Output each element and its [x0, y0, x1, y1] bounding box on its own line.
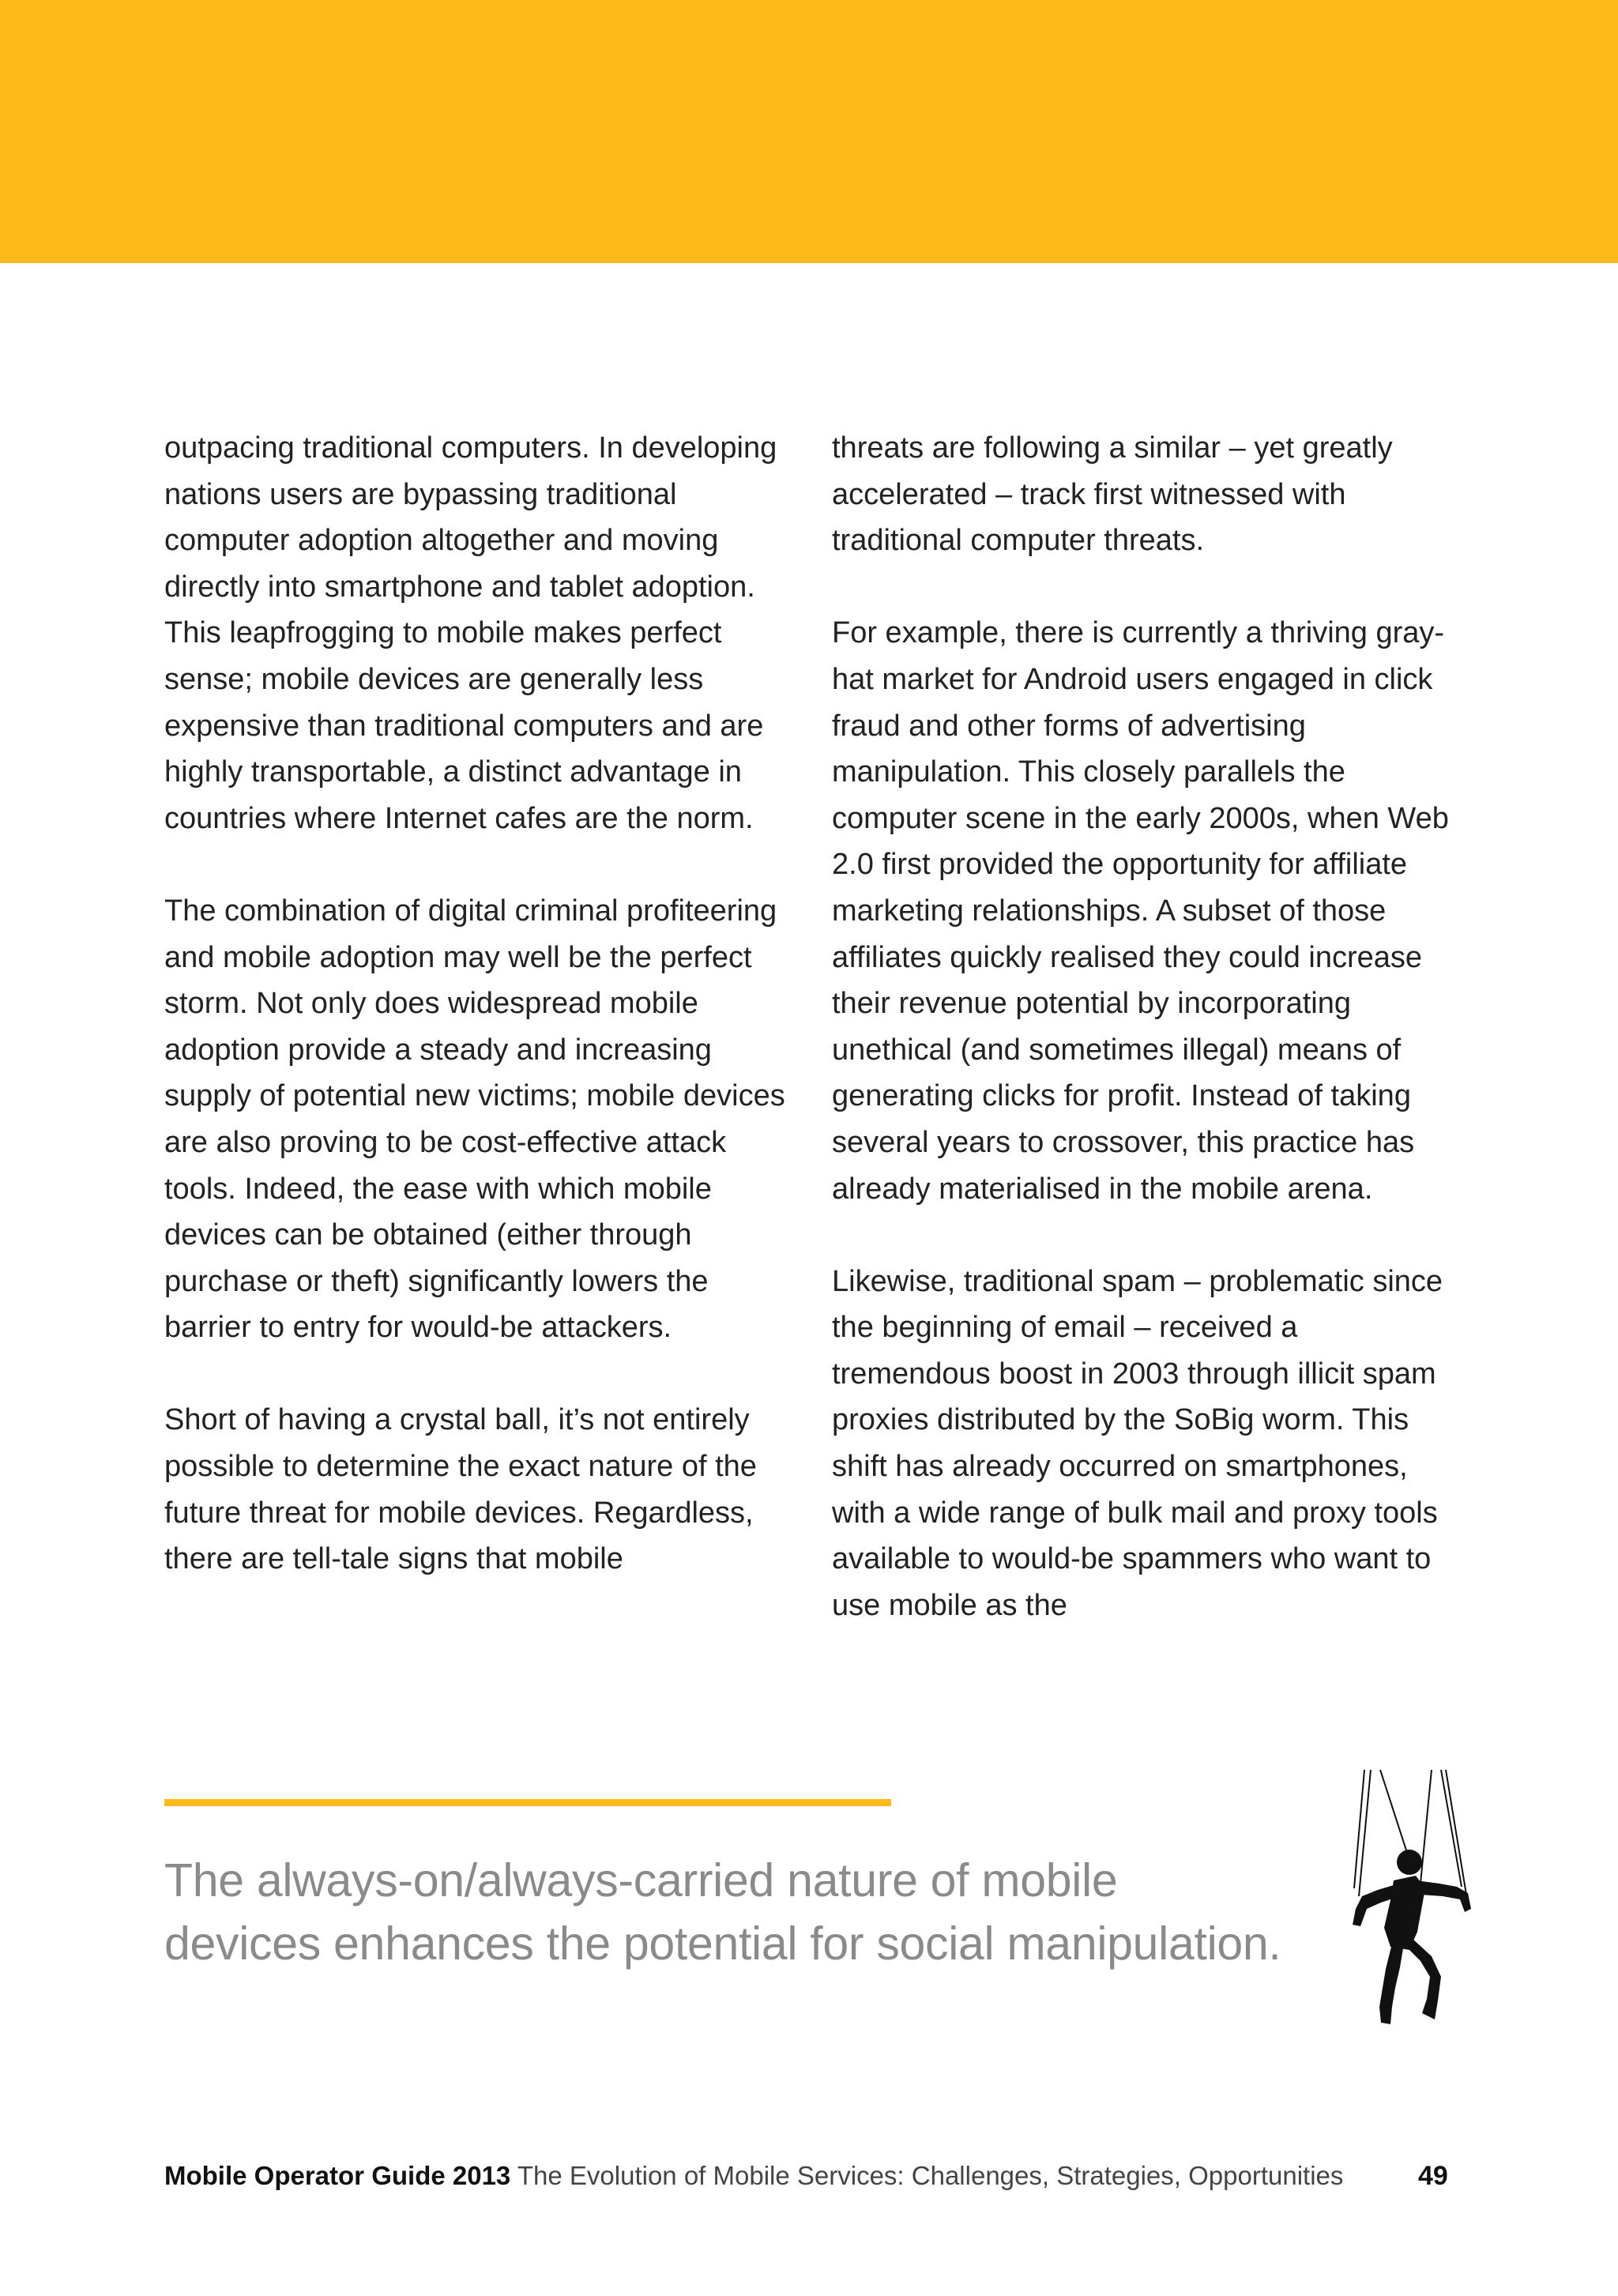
footer	[164, 2159, 1460, 2193]
marionette-icon	[1321, 1770, 1487, 2038]
paragraph: threats are following a similar – yet greatly accelerated – track first witnessed with traditional computer threats.	[832, 431, 1393, 558]
body-column-right	[832, 425, 1456, 1628]
footer-subtitle: The Evolution of Mobile Services: Challenges, Strategies, Opportunities	[517, 2161, 1344, 2190]
pull-quote-line: devices enhances the potential for social manipulation.	[164, 1918, 1281, 1970]
paragraph: Short of having a crystal ball, it’s not entirely possible to determine the exact nature of the future threat for mobile devices. Regardless, there are tell-tale signs that mobile	[164, 1403, 757, 1576]
page-number: 49	[1418, 2161, 1448, 2191]
header-color-band	[0, 0, 1618, 263]
footer-brand: Mobile Operator Guide 2013	[164, 2161, 511, 2190]
paragraph: For example, there is currently a thriving gray-hat market for Android users engaged in click fraud and other forms of advertising manipulation. This closely parallels the computer scene in the early 2000s, when Web 2.0 first provided the opportunity for affiliate marketing relationships. A subset of those affiliates quickly realised they could increase their revenue potential by incorporating unethical (and sometimes illegal) means of generating clicks for profit. Instead of taking several years to crossover, this practice has already materialised in the mobile arena.	[832, 616, 1449, 1206]
pull-quote-line: The always-on/always-carried nature of mobile	[164, 1854, 1118, 1906]
pull-quote	[164, 1849, 1334, 1975]
paragraph: Likewise, traditional spam – problematic since the beginning of email – received a tremendous boost in 2003 through illicit spam proxies distributed by the SoBig worm. This shift has already occurred on smartphones, with a wide range of bulk mail and proxy tools available to would-be spammers who want to use mobile as the	[832, 1264, 1443, 1622]
paragraph: The combination of digital criminal profiteering and mobile adoption may well be the perfect storm. Not only does widespread mobile adoption provide a steady and increasing supply of potential new victims; mobile devices are also proving to be cost-effective attack tools. Indeed, the ease with which mobile devices can be obtained (either through purchase or theft) significantly lowers the barrier to entry for would-be attackers.	[164, 894, 785, 1345]
paragraph: outpacing traditional computers. In developing nations users are bypassing traditional computer adoption altogether and moving directly into smartphone and tablet adoption. This leapfrogging to mobile makes perfect sense; mobile devices are generally less expensive than traditional computers and are highly transportable, a distinct advantage in countries where Internet cafes are the norm.	[164, 431, 777, 835]
pull-quote-rule	[164, 1799, 891, 1806]
body-column-left	[164, 425, 796, 1583]
